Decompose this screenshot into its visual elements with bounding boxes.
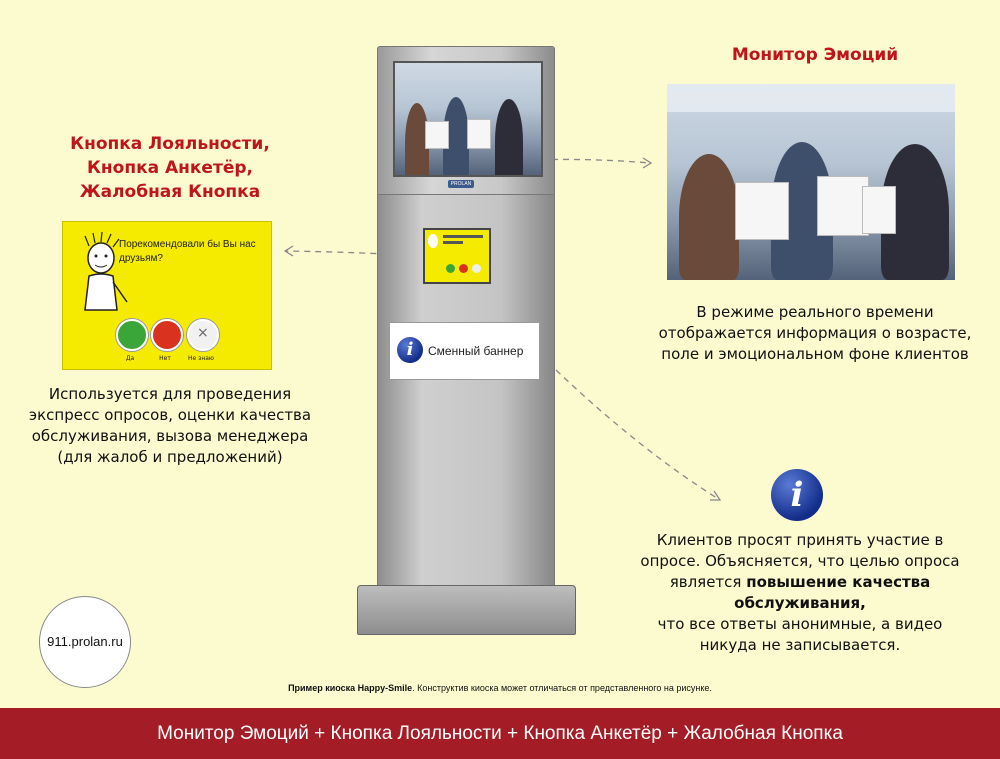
survey-question: Порекомендовали бы Вы нас друзьям?: [119, 239, 256, 264]
left-title-line-3: Жалобная Кнопка: [79, 182, 261, 202]
bottom-desc-line-4: обслуживания,: [734, 594, 866, 612]
info-large-icon: i: [771, 469, 823, 521]
left-desc-line-4: (для жалоб и предложений): [57, 448, 283, 466]
kiosk-monitor-screen: [393, 61, 543, 177]
kiosk-logo: PROLAN: [448, 180, 474, 188]
right-desc-line-3: поле и эмоциональном фоне клиентов: [661, 345, 969, 363]
left-desc-line-1: Используется для проведения: [48, 385, 292, 403]
close-icon: ×: [197, 325, 209, 341]
right-title: Монитор Эмоций: [731, 45, 899, 65]
left-title-line-2: Кнопка Анкетёр,: [87, 158, 253, 178]
emotion-monitor-photo: [667, 84, 955, 280]
right-desc-line-1: В режиме реального времени: [696, 303, 934, 321]
left-title-line-1: Кнопка Лояльности,: [70, 134, 270, 154]
bottom-desc-line-2: опросе. Объясняется, что целью опроса: [640, 552, 960, 570]
info-icon: i: [397, 337, 423, 363]
footer-bar: Монитор Эмоций + Кнопка Лояльности + Кнопка Анкетёр + Жалобная Кнопка: [0, 708, 1000, 759]
left-desc-line-2: экспресс опросов, оценки качества: [28, 406, 312, 424]
replaceable-banner: [389, 322, 540, 380]
right-desc-line-2: отображается информация о возрасте,: [658, 324, 972, 342]
bottom-desc-line-5: что все ответы анонимные, а видео: [657, 615, 943, 633]
bottom-desc-line-3: является повышение качества: [669, 573, 931, 591]
site-link[interactable]: 911.prolan.ru: [39, 596, 131, 688]
left-desc-line-3: обслуживания, вызова менеджера: [31, 427, 309, 445]
yes-label: Да: [125, 355, 135, 362]
bottom-desc-line-1: Клиентов просят принять участие в: [656, 531, 944, 549]
bottom-description: [615, 530, 985, 656]
no-label: Нет: [159, 355, 171, 362]
dont-know-label: Не знаю: [188, 355, 214, 362]
kiosk-caption: Пример киоска Happy-Smile. Конструктив киоска может отличаться от представленного на рисунке.: [288, 683, 712, 693]
bottom-desc-line-6: никуда не записывается.: [699, 636, 901, 654]
kiosk-base: [357, 585, 576, 635]
banner-label: Сменный баннер: [428, 344, 524, 358]
kiosk-touchscreen: [423, 228, 491, 284]
right-description: [635, 302, 995, 365]
